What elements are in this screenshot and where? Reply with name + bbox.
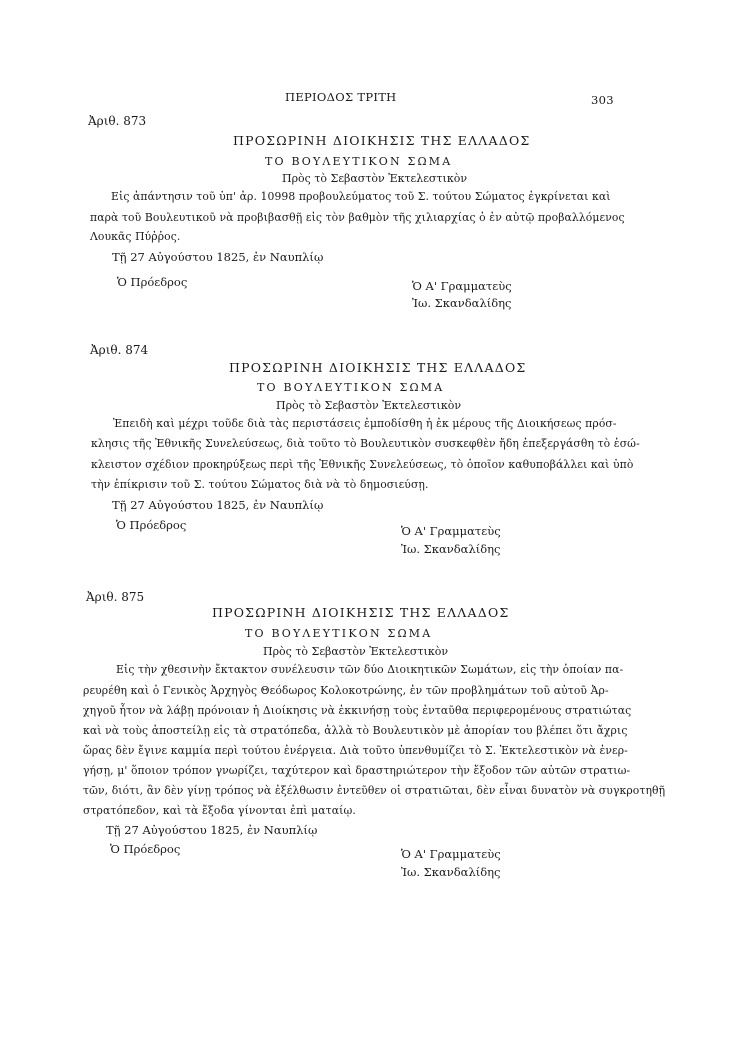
body-line: Εἰς ἀπάντησιν τοῦ ὑπ' ἀρ. 10998 προβουλεύματος τοῦ Σ. τούτου Σώματος ἐγκρίνεται καὶ	[111, 190, 611, 203]
president-signature: Ὁ Πρόεδρος	[116, 518, 187, 532]
body-line: ὥρας δὲν ἔγινε καμμία περὶ τούτου ἐνέργεια. Διὰ τοῦτο ὑπενθυμίζει τὸ Σ. Ἐκτελεστικὸν νὰ ἐνερ-	[83, 744, 628, 757]
secretary-title: Ὁ Α' Γραμματεὺς	[401, 524, 501, 538]
addressee: Πρὸς τὸ Σεβαστὸν Ἐκτελεστικὸν	[263, 645, 449, 658]
body-line: καὶ νὰ τοὺς ἀποστείλῃ εἰς τὰ στρατόπεδα, ἀλλὰ τὸ Βουλευτικὸν μὲ ἀπορίαν του βλέπει ὅτι ἄχρις	[83, 724, 628, 737]
body-line: Εἰς τὴν χθεσινὴν ἔκτακτον συνέλευσιν τῶν δύο Διοικητικῶν Σωμάτων, εἰς τὴν ὁποίαν πα-	[116, 663, 624, 676]
body-line: παρὰ τοῦ Βουλευτικοῦ νὰ προβιβασθῇ εἰς τὸν βαθμὸν τῆς χιλιαρχίας ὁ ἐν αὐτῷ προβαλλόμενος	[90, 211, 625, 224]
document-title: ΠΡΟΣΩΡΙΝΗ ΔΙΟΙΚΗΣΙΣ ΤΗΣ ΕΛΛΑΔΟΣ	[212, 605, 510, 620]
body-line: κλειστον σχέδιον προκηρύξεως περὶ τῆς Ἐθνικῆς Συνελεύσεως, τὸ ὁποῖον καθυποβάλλει καὶ ὑπὸ	[91, 458, 634, 471]
date-place: Τῇ 27 Αὐγούστου 1825, ἐν Ναυπλίῳ	[106, 823, 318, 837]
document-title: ΠΡΟΣΩΡΙΝΗ ΔΙΟΙΚΗΣΙΣ ΤΗΣ ΕΛΛΑΔΟΣ	[229, 360, 527, 375]
issuing-body: ΤΟ ΒΟΥΛΕΥΤΙΚΟΝ ΣΩΜΑ	[245, 627, 433, 640]
body-line: ρευρέθη καὶ ὁ Γενικὸς Ἀρχηγὸς Θεόδωρος Κολοκοτρώνης, ἐν τῶν προβλημάτων τοῦ αὐτοῦ Ἀρ-	[83, 684, 609, 697]
body-line: στρατόπεδον, καὶ τὰ ἔξοδα γίνονται ἐπὶ ματαίῳ.	[83, 804, 356, 817]
body-line: Λουκᾶς Πύῤῥος.	[90, 230, 181, 243]
secretary-name: Ἰω. Σκανδαλίδης	[412, 296, 512, 310]
issuing-body: ΤΟ ΒΟΥΛΕΥΤΙΚΟΝ ΣΩΜΑ	[257, 381, 445, 394]
running-title: ΠΕΡΙΟΔΟΣ ΤΡΙΤΗ	[285, 90, 397, 104]
president-signature: Ὁ Πρόεδρος	[117, 275, 188, 289]
document-number: Ἀριθ. 874	[90, 343, 149, 357]
body-line: Ἐπειδὴ καὶ μέχρι τοῦδε διὰ τὰς περιστάσεις ἐμποδίσθη ἡ ἐκ μέρους τῆς Διοικήσεως πρόσ-	[113, 417, 617, 430]
page-number: 303	[591, 93, 614, 107]
president-signature: Ὁ Πρόεδρος	[110, 842, 181, 856]
body-line: γήσῃ, μ' ὅποιον τρόπον γνωρίζει, ταχύτερον καὶ δραστηριώτερον τὴν ἔξοδον τῶν αὐτῶν στρατιω-	[83, 764, 631, 777]
addressee: Πρὸς τὸ Σεβαστὸν Ἐκτελεστικὸν	[282, 172, 468, 185]
body-line: χηγοῦ ἦτον νὰ λάβῃ πρόνοιαν ἡ Διοίκησις νὰ ἐκκινήσῃ τοὺς ἐνταῦθα περιφερομένους στρατιώτας	[83, 704, 632, 717]
date-place: Τῇ 27 Αὐγούστου 1825, ἐν Ναυπλίῳ	[112, 498, 324, 512]
body-line: κλησις τῆς Ἐθνικῆς Συνελεύσεως, διὰ τοῦτο τὸ Βουλευτικὸν συσκεφθὲν ἤδη ἐπεξεργάσθη τὸ ἐσώ-	[91, 437, 640, 450]
date-place: Τῇ 27 Αὐγούστου 1825, ἐν Ναυπλίῳ	[112, 250, 324, 264]
addressee: Πρὸς τὸ Σεβαστὸν Ἐκτελεστικὸν	[276, 399, 462, 412]
secretary-title: Ὁ Α' Γραμματεὺς	[401, 847, 501, 861]
document-title: ΠΡΟΣΩΡΙΝΗ ΔΙΟΙΚΗΣΙΣ ΤΗΣ ΕΛΛΑΔΟΣ	[233, 133, 531, 148]
body-line: τὴν ἐπίκρισιν τοῦ Σ. τούτου Σώματος διὰ νὰ τὸ δημοσιεύσῃ.	[91, 478, 429, 491]
secretary-name: Ἰω. Σκανδαλίδης	[401, 542, 501, 556]
issuing-body: ΤΟ ΒΟΥΛΕΥΤΙΚΟΝ ΣΩΜΑ	[265, 155, 453, 168]
document-number: Ἀριθ. 873	[88, 114, 147, 128]
document-number: Ἀριθ. 875	[86, 590, 145, 604]
secretary-name: Ἰω. Σκανδαλίδης	[401, 865, 501, 879]
body-line: τῶν, διότι, ἂν δὲν γίνῃ τρόπος νὰ ἐξέλθωσιν ἐντεῦθεν οἱ στρατιῶται, δὲν εἶναι δυνατὸν νὰ συγκροτηθῇ	[83, 784, 666, 797]
secretary-title: Ὁ Α' Γραμματεὺς	[412, 279, 512, 293]
